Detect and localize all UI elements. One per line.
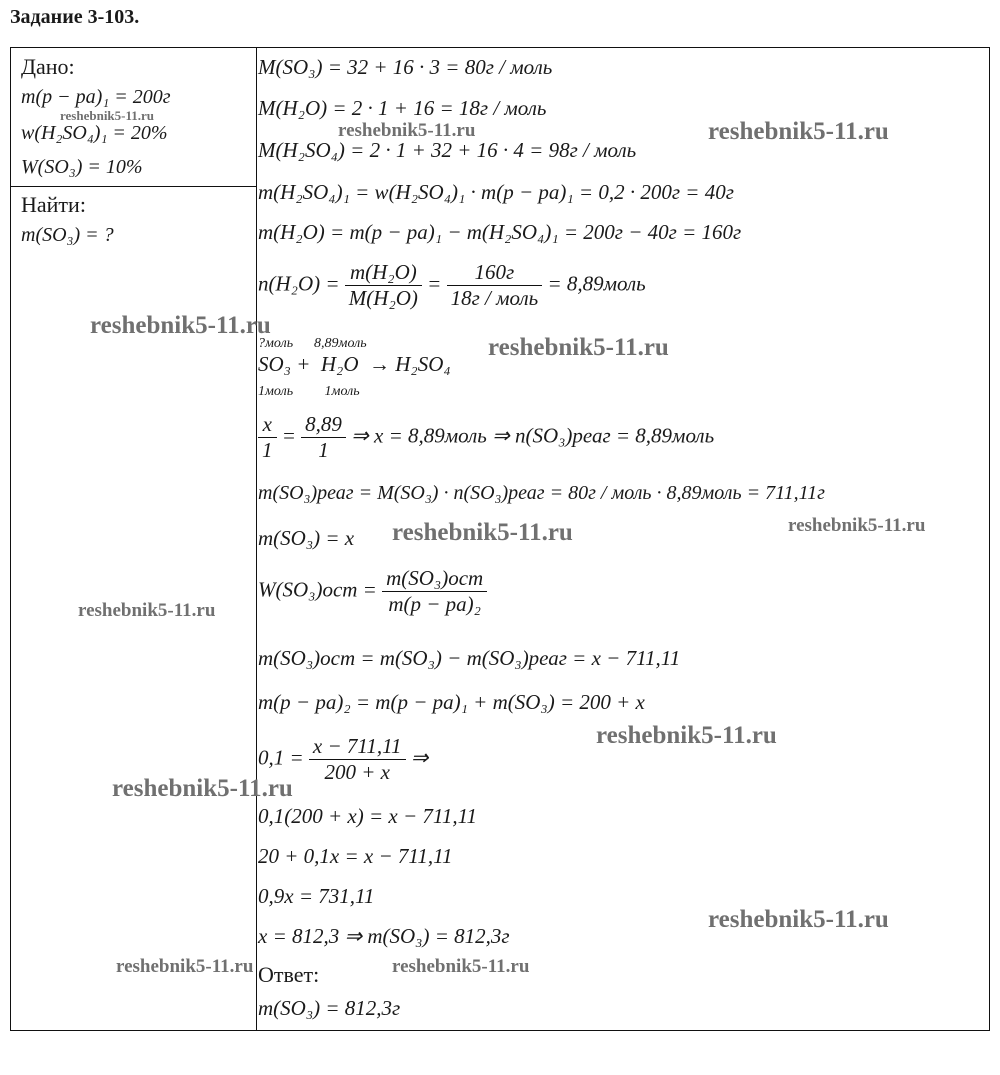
l8-fraction-2	[301, 412, 346, 463]
task-title: Задание 3-103.	[10, 6, 140, 28]
solution-line-10: m(SO₃) = x	[258, 526, 355, 550]
solution-line-15: 0,1(200 + x) = x − 711,11	[258, 804, 478, 828]
find-label: Найти:	[21, 192, 86, 217]
l11-den: m(p − pa)₂	[388, 592, 481, 616]
l8-f1-num: x	[258, 412, 277, 438]
watermark: reshebnik5-11.ru	[392, 519, 573, 546]
solution-line-12: m(SO₃)ост = m(SO₃) − m(SO₃)реаг = x − 711,11	[258, 646, 681, 670]
watermark: reshebnik5-11.ru	[708, 118, 889, 145]
given-label: Дано:	[21, 54, 75, 79]
watermark: reshebnik5-11.ru	[60, 108, 155, 123]
answer-label: Ответ:	[258, 962, 320, 987]
solution-line-13: m(p − pa)₂ = m(p − pa)₁ + m(SO₃) = 200 + x	[258, 690, 645, 714]
l6-left: n(H₂O) =	[258, 271, 340, 296]
l8-eq: =	[281, 423, 296, 448]
reaction-equation: SO₃ + H₂O → H₂SO₄	[258, 352, 451, 376]
solution-line-5: m(H₂O) = m(p − pa)₁ − m(H₂SO₄)₁ = 200г − 40г = 160г	[258, 220, 742, 244]
l6-f1-num: m(H₂O)	[345, 260, 422, 286]
watermark: reshebnik5-11.ru	[392, 956, 530, 977]
l6-f2-num: 160г	[447, 260, 543, 286]
l6-eq: =	[427, 271, 442, 296]
solution-line-16: 20 + 0,1x = x − 711,11	[258, 844, 453, 868]
watermark: reshebnik5-11.ru	[788, 515, 926, 536]
solution-line-4: m(H₂SO₄)₁ = w(H₂SO₄)₁ · m(p − pa)₁ = 0,2 · 200г = 40г	[258, 180, 734, 204]
l6-f1-den: M(H₂O)	[348, 286, 418, 310]
find-line: m(SO₃) = ?	[21, 224, 114, 246]
l11-fraction	[382, 566, 487, 617]
reaction-above: ?моль 8,89моль	[258, 336, 367, 351]
l14-num: x − 711,11	[309, 734, 406, 760]
l6-right: = 8,89моль	[547, 271, 646, 296]
watermark: reshebnik5-11.ru	[596, 722, 777, 749]
watermark: reshebnik5-11.ru	[488, 334, 669, 361]
watermark: reshebnik5-11.ru	[338, 120, 476, 141]
solution-line-6	[258, 260, 646, 311]
reaction-below: 1моль 1моль	[258, 384, 360, 399]
l14-right: ⇒	[410, 745, 429, 770]
l14-den: 200 + x	[324, 760, 390, 784]
l14-fraction	[309, 734, 406, 785]
l6-fraction-1	[345, 260, 422, 311]
given-find-divider	[11, 186, 256, 187]
l6-f2-den: 18г / моль	[450, 286, 539, 310]
given-line-2: w(H₂SO₄)₁ = 20%	[21, 122, 168, 144]
solution-line-3: M(H₂SO₄) = 2 · 1 + 32 + 16 · 4 = 98г / моль	[258, 138, 637, 162]
answer-line: m(SO₃) = 812,3г	[258, 996, 401, 1020]
solution-line-8	[258, 412, 714, 463]
watermark: reshebnik5-11.ru	[112, 775, 293, 802]
l8-right: ⇒ x = 8,89моль ⇒ n(SO₃)реаг = 8,89моль	[351, 423, 715, 448]
column-divider	[256, 48, 257, 1030]
l8-f1-den: 1	[262, 438, 273, 462]
l8-fraction-1	[258, 412, 277, 463]
watermark: reshebnik5-11.ru	[708, 906, 889, 933]
l11-num: m(SO₃)ост	[382, 566, 487, 592]
solution-line-9: m(SO₃)реаг = M(SO₃) · n(SO₃)реаг = 80г / моль · 8,89моль = 711,11г	[258, 482, 825, 504]
l8-f2-num: 8,89	[301, 412, 346, 438]
given-line-1: m(p − pa)₁ = 200г	[21, 86, 171, 108]
solution-line-11	[258, 566, 487, 617]
find-block	[21, 190, 114, 250]
solution-line-18: x = 812,3 ⇒ m(SO₃) = 812,3г	[258, 924, 510, 948]
solution-line-17: 0,9x = 731,11	[258, 884, 375, 908]
watermark: reshebnik5-11.ru	[116, 956, 254, 977]
solution-line-2: M(H₂O) = 2 · 1 + 16 = 18г / моль	[258, 96, 547, 120]
l11-left: W(SO₃)ост =	[258, 577, 377, 602]
watermark: reshebnik5-11.ru	[78, 600, 216, 621]
solution-line-1: M(SO₃) = 32 + 16 · 3 = 80г / моль	[258, 55, 553, 79]
l6-fraction-2	[447, 260, 543, 311]
given-line-3: W(SO₃) = 10%	[21, 156, 143, 178]
watermark: reshebnik5-11.ru	[90, 312, 271, 339]
l8-f2-den: 1	[318, 438, 329, 462]
l14-left: 0,1 =	[258, 745, 304, 770]
